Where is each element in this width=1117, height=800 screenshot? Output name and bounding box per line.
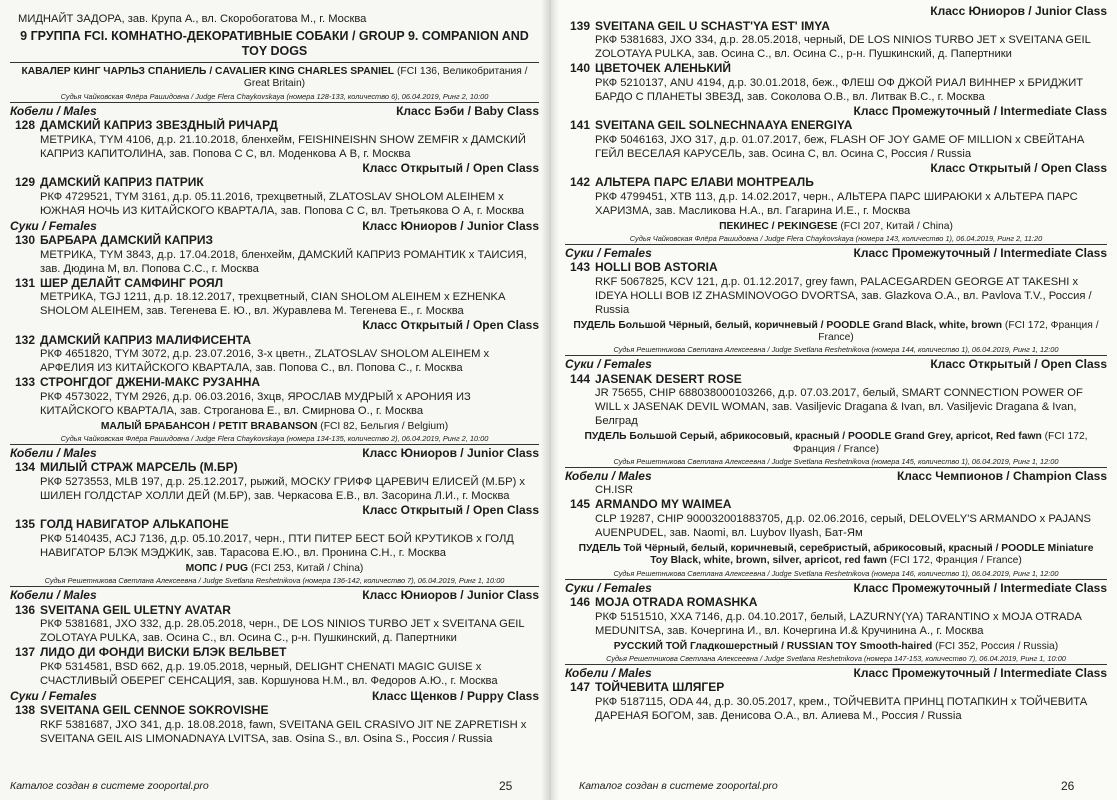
breed-name: МОПС / PUG <box>185 562 248 574</box>
dog-details: РКФ 4729521, TYM 3161, д.р. 05.11.2016, трехцветный, ZLATOSLAV SHOLOM ALEIHEM x ЮЖНАЯ НОЧЬ ИЗ КИТАЙСКОГО КВАРТАЛА, зав. Попова С С, вл. Третьякова О А, г. Москва <box>40 190 525 217</box>
catalog-entry <box>565 61 1107 104</box>
breed-fci: (FCI 172, Франция / France) <box>886 555 1022 567</box>
sex-label: Суки / Females <box>10 688 97 703</box>
entry-body <box>595 118 1107 161</box>
catalog-entry <box>10 460 539 503</box>
entry-body <box>595 19 1107 62</box>
breed-fci: (FCI 253, Китай / China) <box>247 562 364 574</box>
class-heading: Класс Промежуточный / Intermediate Class <box>853 103 1107 118</box>
catalog-entry <box>565 372 1107 429</box>
dog-name: ДАМСКИЙ КАПРИЗ МАЛИФИСЕНТА <box>40 332 252 347</box>
dog-details: РКФ 5314581, BSD 662, д.р. 19.05.2018, черный, DELIGHT CHENATI MAGIC GUISE x СЧАСТЛИВЫЙ ОБЕРЕГ СЕНСАЦИЯ, зав. Коршунова Н.М., вл. Федоров А.Ю., г. Москва <box>40 660 498 687</box>
entry-number: 132 <box>14 332 36 347</box>
class-label: Класс Промежуточный / Intermediate Class <box>853 580 1107 595</box>
judge-line: Судья Чайковская Флёра Рашидовна / Judge Flera Chaykovskaya (номера 128-133, количество 6), 06.04.2019, Ринг 2, 10:00 <box>10 91 539 103</box>
entry-number: 137 <box>14 645 36 660</box>
breed-title <box>10 63 539 91</box>
catalog-entry <box>565 260 1107 317</box>
dog-details: МЕТРИКА, TYM 3843, д.р. 17.04.2018, бленхейм, ДАМСКИЙ КАПРИЗ РОМАНТИК x ТАИСИЯ, зав. Дюдина М, вл. Попова С.С., г. Москва <box>40 248 527 275</box>
dog-name: MOJA OTRADA ROMASHKA <box>595 595 758 610</box>
dog-details: РКФ 5046163, JXO 317, д.р. 01.07.2017, беж, FLASH OF JOY GAME OF MILLION x СВЕЙТАНА ГЕЙЛ ВЕСЕЛАЯ КАРУСЕЛЬ, зав. Осина С, вл. Осина С, Россия / Russia <box>595 133 1085 160</box>
breed-fci: (FCI 207, Китай / China) <box>837 220 953 232</box>
class-label: Класс Открытый / Open Class <box>930 357 1107 372</box>
dog-name: SVEITANA GEIL U SCHAST'YA EST' IMYA <box>595 18 830 33</box>
entry-body <box>40 233 539 276</box>
dog-details: РКФ 5140435, ACJ 7136, д.р. 05.10.2017, черн., ПТИ ПИТЕР БЕСТ БОЙ КРУТИКОВ x ГОЛД НАВИГАТОР БЛЭК МЭДЖИК, зав. Тарасова Е.Ю., вл. Пронина С.Н., г. Москва <box>40 532 514 559</box>
sex-label: Кобели / Males <box>10 588 97 603</box>
footer-text: Каталог создан в системе zooportal.pro <box>579 780 778 792</box>
dog-name: БАРБАРА ДАМСКИЙ КАПРИЗ <box>40 233 214 248</box>
entry-number: 129 <box>14 175 36 190</box>
catalog-entry <box>565 175 1107 218</box>
dog-details: МЕТРИКА, TYM 4106, д.р. 21.10.2018, бленхейм, FEISHINEISHN SHOW ZEMFIR x ДАМСКИЙ КАПРИЗ КАПИТОЛИНА, зав. Попова С С, вл. Моденкова А В, г. Москва <box>40 133 526 160</box>
catalog-entry <box>10 233 539 276</box>
sex-class-row <box>10 689 539 704</box>
dog-details: РКФ 5151510, XXA 7146, д.р. 04.10.2017, белый, LAZURNY(YA) TARANTINO x MOJA OTRADA MEDUNITSA, зав. Кочергина И., вл. Кочергина И.& Кручинина А., г. Москва <box>595 610 1082 637</box>
breed-title <box>565 317 1107 345</box>
judge-line: Судья Решетникова Светлана Алексеевна / Judge Svetlana Reshetnikova (номера 147-153, количество 7), 06.04.2019, Ринг 1, 10:00 <box>565 653 1107 665</box>
sex-class-row <box>565 357 1107 372</box>
entry-number: 133 <box>14 375 36 390</box>
sex-class-row <box>565 581 1107 596</box>
dog-details: РКФ 4799451, XTB 113, д.р. 14.02.2017, черн., АЛЬТЕРА ПАРС ШИРАЮКИ x АЛЬТЕРА ПАРС ХАРИЗМА, зав. Масликова Н.А., вл. Гагарина И.Е., г. Москва <box>595 190 1078 217</box>
catalog-entry <box>10 333 539 376</box>
class-label: Класс Юниоров / Junior Class <box>362 588 539 603</box>
entry-body <box>595 175 1107 218</box>
dog-details: РКФ 5273553, MLB 197, д.р. 25.12.2017, рыжий, МОСКУ ГРИФФ ЦАРЕВИЧ ЕЛИСЕЙ (М.БР) x ШИЛЕН ГОЛДСТАР ХОЛЛИ ДЕЙ (М.БР), зав. Черкасова Е.В., вл. Засорина Л.И., г. Москва <box>40 475 526 502</box>
class-label: Класс Юниоров / Junior Class <box>362 445 539 460</box>
breed-fci: (FCI 136, Великобритания / Great Britain) <box>243 66 528 90</box>
entry-number: 143 <box>569 260 591 275</box>
breed-fci: (FCI 172, Франция / France) <box>818 319 1099 344</box>
dog-name: ДАМСКИЙ КАПРИЗ ЗВЕЗДНЫЙ РИЧАРД <box>40 118 278 133</box>
top-continuation-line: МИДНАЙТ ЗАДОРА, зав. Крупа А., вл. Скоробогатова М., г. Москва <box>18 13 367 25</box>
entry-number: 136 <box>14 602 36 617</box>
dog-name: SVEITANA GEIL SOLNECHNAAYA ENERGIYA <box>595 118 853 132</box>
class-heading: Класс Открытый / Open Class <box>362 318 539 333</box>
sex-label: Кобели / Males <box>10 445 97 460</box>
class-label: Класс Чемпионов / Champion Class <box>896 468 1107 483</box>
page-number: 25 <box>499 779 513 793</box>
dog-name: SVEITANA GEIL CENNOE SOKROVISHE <box>40 703 269 718</box>
page-number: 26 <box>1061 779 1075 793</box>
dog-details: РКФ 4573022, TYM 2926, д.р. 06.03.2016, 3хцв, ЯРОСЛАВ МУДРЫЙ x АРОНИЯ ИЗ КИТАЙСКОГО КВАРТАЛА, зав. Строганова Е., вл. Смирнова О., г. Москва <box>40 390 471 417</box>
dog-name: JASENAK DESERT ROSE <box>595 371 742 386</box>
breed-name: ПУДЕЛЬ Большой Чёрный, белый, коричневый / POODLE Grand Black, white, brown <box>573 319 1003 331</box>
catalog-entry <box>565 497 1107 540</box>
dog-details: РКФ 4651820, TYM 3072, д.р. 23.07.2016, 3-х цветн., ZLATOSLAV SHOLOM ALEIHEM x АРФЕЛИЯ ИЗ КИТАЙСКОГО КВАРТАЛА, зав. Попова С., вл. Попова С., г. Москва <box>40 348 490 375</box>
catalog-entry <box>10 276 539 319</box>
sex-label: Суки / Females <box>565 357 652 372</box>
class-heading: Класс Открытый / Open Class <box>362 160 539 175</box>
entry-body <box>40 517 539 560</box>
judge-line: Судья Решетникова Светлана Алексеевна / Judge Svetlana Reshetnikova (номера 145, количество 1), 06.04.2019, Ринг 1, 12:00 <box>565 456 1107 468</box>
breed-name: РУССКИЙ ТОЙ Гладкошерстный / RUSSIAN TOY Smooth-haired <box>613 640 933 652</box>
entry-body <box>40 118 539 161</box>
sex-label: Кобели / Males <box>10 103 97 118</box>
sex-label: Суки / Females <box>565 580 652 595</box>
sex-class-row <box>10 446 539 461</box>
breed-title <box>565 638 1107 653</box>
dog-name: СТРОНГДОГ ДЖЕНИ-МАКС РУЗАННА <box>40 375 261 390</box>
dog-name: ЛИДО ДИ ФОНДИ ВИСКИ БЛЭК ВЕЛЬВЕТ <box>40 645 287 660</box>
catalog-entry <box>565 680 1107 723</box>
class-label: Класс Промежуточный / Intermediate Class <box>853 665 1107 680</box>
entry-number: 142 <box>569 175 591 189</box>
breed-title <box>10 418 539 433</box>
class-heading: Класс Открытый / Open Class <box>362 502 539 517</box>
catalog-entry <box>565 19 1107 62</box>
dog-name: HOLLI BOB ASTORIA <box>595 260 718 275</box>
sex-label: Суки / Females <box>565 245 652 260</box>
dog-details: RKF 5381687, JXO 341, д.р. 18.08.2018, fawn, SVEITANA GEIL CRASIVO JIT NE ZAPRETISH x SVEITANA GEIL AIS LIMONADNAYA LVITSA, зав. Osina S., вл. Osina S., Россия / Russia <box>40 718 527 745</box>
catalog-entry <box>10 703 539 746</box>
entry-body <box>565 483 1107 497</box>
dog-name: МИЛЫЙ СТРАЖ МАРСЕЛЬ (М.БР) <box>40 460 238 475</box>
breed-fci: (FCI 352, Россия / Russia) <box>932 640 1059 652</box>
catalog-entry <box>10 175 539 218</box>
right-page-content <box>565 19 1107 723</box>
entry-body <box>40 375 539 418</box>
sex-label: Кобели / Males <box>565 468 652 483</box>
sex-class-row <box>565 246 1107 261</box>
dog-details: JR 75655, CHIP 688038000103266, д.р. 07.03.2017, белый, SMART CONNECTION POWER OF WILL x JASENAK DEVIL WOMAN, зав. Vasiljevic Dragana & Ivan, вл. Vasiljevic Dragana & Ivan, Белград <box>595 387 1083 428</box>
entry-body <box>595 497 1107 540</box>
breed-name: МАЛЫЙ БРАБАНСОН / PETIT BRABANSON <box>100 420 318 432</box>
sex-label: Суки / Females <box>10 218 97 233</box>
entry-body <box>595 61 1107 104</box>
dog-details: RKF 5067825, KCV 121, д.р. 01.12.2017, grey fawn, PALACEGARDEN GEORGE AT TAKESHI x IDEYA HOLLI BOB IZ ZHASMINOVOGO DVORTSA, зав. Glazkova O.A., вл. Pavlova T.V., Россия / Russia <box>595 275 1092 316</box>
breed-title <box>10 560 539 575</box>
catalog-entry <box>10 375 539 418</box>
entry-number: 134 <box>14 460 36 475</box>
sex-class-row <box>10 104 539 119</box>
entry-number: 139 <box>569 18 591 33</box>
class-label: Класс Щенков / Puppy Class <box>371 688 539 703</box>
catalog-entry <box>565 595 1107 638</box>
entry-body <box>40 603 539 646</box>
entry-number: 131 <box>14 275 36 290</box>
dog-details: РКФ 5381681, JXO 332, д.р. 28.05.2018, черн., DE LOS NINIOS TURBO JET x SVEITANA GEIL ZOLOTAYA PULKA, зав. Осина С., вл. Осина С., р-н. Пушкинский, д. Папертники <box>40 618 525 645</box>
breed-name: ПУДЕЛЬ Большой Серый, абрикосовый, красный / POODLE Grand Grey, apricot, Red fawn <box>584 431 1042 443</box>
left-page-content <box>10 63 539 746</box>
entry-number: 130 <box>14 233 36 248</box>
entry-body <box>40 333 539 376</box>
dog-details: РКФ 5187115, ODA 44, д.р. 30.05.2017, крем., ТОЙЧЕВИТА ПРИНЦ ПОТАПКИН x ТОЙЧЕВИТА ДАРЕНАЯ БОГОМ, зав. Денисова О.А., вл. Алиева М., Россия / Russia <box>595 695 1088 722</box>
entry-number: 128 <box>14 118 36 133</box>
judge-line: Судья Чайковская Флёра Рашидовна / Judge Flera Chaykovskaya (номера 134-135, количество 2), 06.04.2019, Ринг 2, 10:00 <box>10 433 539 445</box>
entry-number: 147 <box>569 680 591 695</box>
breed-fci: (FCI 172, Франция / France) <box>792 431 1088 455</box>
sex-class-row <box>10 588 539 603</box>
entry-body <box>595 372 1107 429</box>
left-page <box>0 0 549 800</box>
catalog-entry <box>565 483 1107 497</box>
entry-number: 135 <box>14 517 36 532</box>
entry-number: 140 <box>569 61 591 75</box>
dog-name: ТОЙЧЕВИТА ШЛЯГЕР <box>595 680 725 695</box>
dog-name: ГОЛД НАВИГАТОР АЛЬКАПОНЕ <box>40 517 229 532</box>
sex-class-row <box>565 666 1107 681</box>
class-label: Класс Юниоров / Junior Class <box>362 218 539 233</box>
dog-name: АЛЬТЕРА ПАРС ЕЛАВИ МОНТРЕАЛЬ <box>595 175 814 189</box>
dog-name: ARMANDO MY WAIMEA <box>595 497 732 512</box>
entry-body <box>595 260 1107 317</box>
entry-body <box>40 703 539 746</box>
dog-details: РКФ 5381683, JXO 334, д.р. 28.05.2018, черный, DE LOS NINIOS TURBO JET x SVEITANA GEIL ZOLOTAYA PULKA, зав. Осина С., вл. Осина С., р-н. Пушкинский, д. Папертники <box>595 34 1091 60</box>
breed-title <box>565 540 1107 568</box>
right-page <box>549 0 1117 800</box>
judge-line: Судья Чайковская Флёра Рашидовна / Judge Flera Chaykovskaya (номера 143, количество 1), 06.04.2019, Ринг 2, 11:20 <box>565 233 1107 245</box>
class-heading: Класс Юниоров / Junior Class <box>930 4 1107 18</box>
breed-name: ПУДЕЛЬ Той Чёрный, белый, коричневый, серебристый, абрикосовый, красный / POODLE Miniature Toy Black, white, brown, silver, apricot, red fawn <box>578 542 1094 567</box>
catalog-entry <box>10 603 539 646</box>
entry-body <box>40 645 539 688</box>
dog-details: CLP 19287, CHIP 900032001883705, д.р. 02.06.2016, серый, DELOVELY'S ARMANDO x PAJANS AUENPUDEL, зав. Naomi, вл. Luybov Ilyash, Бат-Ям <box>595 512 1092 539</box>
breed-fci: (FCI 82, Бельгия / Belgium) <box>317 420 449 432</box>
entry-body <box>40 276 539 319</box>
dog-details: МЕТРИКА, TGJ 1211, д.р. 18.12.2017, трехцветный, CIAN SHOLOM ALEIHEM x EZHENKA SHOLOM ALEIHEM, зав. Тегенева Е. Ю., вл. Журавлева М. Тегенева Е., г. Москва <box>40 291 505 318</box>
entry-body <box>40 175 539 218</box>
entry-number: 145 <box>569 497 591 512</box>
sex-label: Кобели / Males <box>565 665 652 680</box>
title-prefix: CH.ISR <box>595 484 633 497</box>
entry-body <box>595 680 1107 723</box>
judge-line: Судья Решетникова Светлана Алексеевна / Judge Svetlana Reshetnikova (номера 136-142, количество 7), 06.04.2019, Ринг 1, 10:00 <box>10 575 539 587</box>
group-title: 9 ГРУППА FCI. КОМНАТНО-ДЕКОРАТИВНЫЕ СОБАКИ / GROUP 9. COMPANION AND TOY DOGS <box>10 26 539 63</box>
class-heading: Класс Открытый / Open Class <box>930 160 1107 175</box>
entry-number: 144 <box>569 371 591 386</box>
dog-name: ЦВЕТОЧЕК АЛЕНЬКИЙ <box>595 61 731 75</box>
sex-class-row <box>10 219 539 234</box>
dog-name: ДАМСКИЙ КАПРИЗ ПАТРИК <box>40 175 204 190</box>
catalog-entry <box>10 517 539 560</box>
breed-name: ПЕКИНЕС / PEKINGESE <box>719 220 838 232</box>
entry-number: 146 <box>569 595 591 610</box>
dog-details: РКФ 5210137, ANU 4194, д.р. 30.01.2018, беж., ФЛЕШ ОФ ДЖОЙ РИАЛ ВИННЕР x БРИДЖИТ БАРДО С ПЛАНЕТЫ ЗВЕЗД, зав. Соколова О.В., вл. Литвак В.С., г. Москва <box>595 76 1084 103</box>
judge-line: Судья Решетникова Светлана Алексеевна / Judge Svetlana Reshetnikova (номера 144, количество 1), 06.04.2019, Ринг 1, 12:00 <box>565 344 1107 356</box>
entry-number: 138 <box>14 703 36 718</box>
catalog-entry <box>565 118 1107 161</box>
entry-body <box>40 460 539 503</box>
class-label: Класс Бэби / Baby Class <box>396 103 539 118</box>
dog-name: ШЕР ДЕЛАЙТ САМФИНГ РОЯЛ <box>40 275 224 290</box>
breed-name: КАВАЛЕР КИНГ ЧАРЛЬЗ СПАНИЕЛЬ / CAVALIER KING CHARLES SPANIEL <box>21 66 395 77</box>
judge-line: Судья Решетникова Светлана Алексеевна / Judge Svetlana Reshetnikova (номера 146, количество 1), 06.04.2019, Ринг 1, 12:00 <box>565 568 1107 580</box>
footer-text: Каталог создан в системе zooportal.pro <box>10 780 209 792</box>
breed-title <box>565 218 1107 233</box>
catalog-entry <box>10 118 539 161</box>
entry-body <box>595 595 1107 638</box>
entry-number: 141 <box>569 118 591 132</box>
class-label: Класс Промежуточный / Intermediate Class <box>853 245 1107 260</box>
catalog-entry <box>10 645 539 688</box>
sex-class-row <box>565 469 1107 484</box>
dog-name: SVEITANA GEIL ULETNY AVATAR <box>40 602 231 617</box>
breed-title <box>565 428 1107 456</box>
